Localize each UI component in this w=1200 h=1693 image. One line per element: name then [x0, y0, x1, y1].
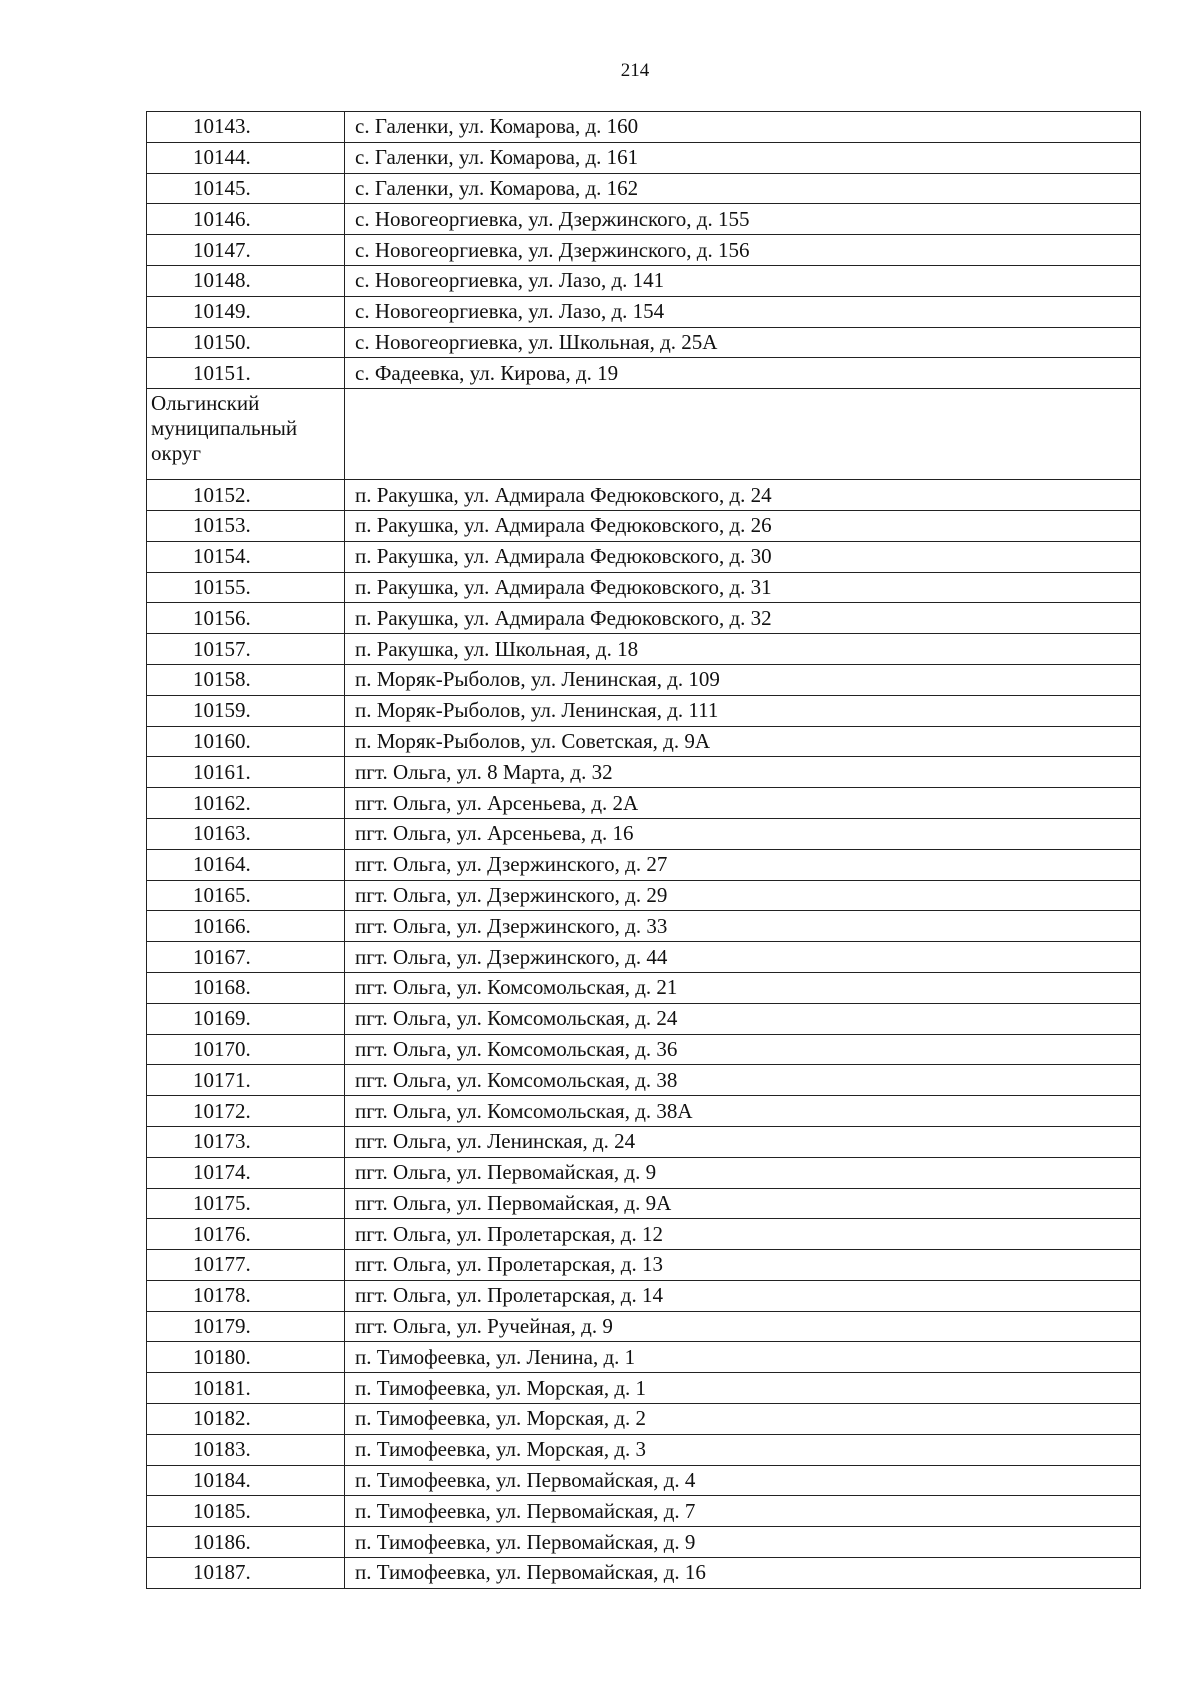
row-number: 10148.: [147, 265, 345, 296]
row-number: 10172.: [147, 1096, 345, 1127]
row-address: пгт. Ольга, ул. Дзержинского, д. 33: [345, 911, 1141, 942]
row-address: пгт. Ольга, ул. 8 Марта, д. 32: [345, 757, 1141, 788]
row-number: 10174.: [147, 1157, 345, 1188]
table-row: [147, 1434, 1141, 1465]
page-number: 214: [620, 60, 650, 81]
row-number: 10176.: [147, 1219, 345, 1250]
table-row: [147, 1126, 1141, 1157]
row-number: 10155.: [147, 572, 345, 603]
row-address: пгт. Ольга, ул. Первомайская, д. 9А: [345, 1188, 1141, 1219]
row-number: 10167.: [147, 942, 345, 973]
row-address: п. Моряк-Рыболов, ул. Советская, д. 9А: [345, 726, 1141, 757]
row-address: п. Ракушка, ул. Школьная, д. 18: [345, 634, 1141, 665]
table-row: [147, 695, 1141, 726]
row-number: 10149.: [147, 296, 345, 327]
row-address: п. Ракушка, ул. Адмирала Федюковского, д. 24: [345, 480, 1141, 511]
row-number: 10181.: [147, 1373, 345, 1404]
table-row: [147, 112, 1141, 143]
table-body-before-group: [147, 112, 1141, 389]
row-number: 10163.: [147, 818, 345, 849]
row-address: п. Тимофеевка, ул. Первомайская, д. 16: [345, 1558, 1141, 1589]
table-row: [147, 1404, 1141, 1435]
row-number: 10157.: [147, 634, 345, 665]
table-row: [147, 1311, 1141, 1342]
row-number: 10150.: [147, 327, 345, 358]
row-number: 10168.: [147, 972, 345, 1003]
table-row: [147, 1280, 1141, 1311]
table-row: [147, 757, 1141, 788]
row-number: 10185.: [147, 1496, 345, 1527]
table-row: [147, 204, 1141, 235]
row-number: 10159.: [147, 695, 345, 726]
table-row: [147, 634, 1141, 665]
table-row: [147, 1003, 1141, 1034]
table-row: [147, 849, 1141, 880]
row-number: 10179.: [147, 1311, 345, 1342]
row-address: пгт. Ольга, ул. Ручейная, д. 9: [345, 1311, 1141, 1342]
row-address: пгт. Ольга, ул. Арсеньева, д. 2А: [345, 788, 1141, 819]
row-address: п. Моряк-Рыболов, ул. Ленинская, д. 111: [345, 695, 1141, 726]
row-number: 10180.: [147, 1342, 345, 1373]
row-address: с. Галенки, ул. Комарова, д. 162: [345, 173, 1141, 204]
row-address: пгт. Ольга, ул. Ленинская, д. 24: [345, 1126, 1141, 1157]
group-label: Ольгинский муниципальный округ: [147, 389, 345, 480]
table-row: [147, 235, 1141, 266]
row-number: 10175.: [147, 1188, 345, 1219]
table-row: [147, 972, 1141, 1003]
row-number: 10171.: [147, 1065, 345, 1096]
row-address: п. Ракушка, ул. Адмирала Федюковского, д. 30: [345, 541, 1141, 572]
row-number: 10169.: [147, 1003, 345, 1034]
group-row: [147, 389, 1141, 480]
row-address: пгт. Ольга, ул. Комсомольская, д. 38: [345, 1065, 1141, 1096]
row-number: 10153.: [147, 510, 345, 541]
table-row: [147, 1527, 1141, 1558]
table-row: [147, 1096, 1141, 1127]
row-number: 10144.: [147, 142, 345, 173]
row-address: п. Тимофеевка, ул. Первомайская, д. 9: [345, 1527, 1141, 1558]
row-address: п. Тимофеевка, ул. Морская, д. 2: [345, 1404, 1141, 1435]
row-address: п. Ракушка, ул. Адмирала Федюковского, д. 26: [345, 510, 1141, 541]
row-number: 10165.: [147, 880, 345, 911]
table-row: [147, 572, 1141, 603]
table-row: [147, 726, 1141, 757]
table-row: [147, 541, 1141, 572]
table-row: [147, 1065, 1141, 1096]
row-address: с. Новогеоргиевка, ул. Дзержинского, д. 155: [345, 204, 1141, 235]
table-row: [147, 265, 1141, 296]
row-number: 10152.: [147, 480, 345, 511]
row-number: 10164.: [147, 849, 345, 880]
row-number: 10143.: [147, 112, 345, 143]
row-address: с. Новогеоргиевка, ул. Лазо, д. 141: [345, 265, 1141, 296]
table-body-after-group: [147, 480, 1141, 1589]
table-row: [147, 1157, 1141, 1188]
row-number: 10186.: [147, 1527, 345, 1558]
row-number: 10156.: [147, 603, 345, 634]
row-address: п. Тимофеевка, ул. Морская, д. 3: [345, 1434, 1141, 1465]
table-row: [147, 1250, 1141, 1281]
table-row: [147, 1496, 1141, 1527]
table-row: [147, 1342, 1141, 1373]
address-table: [146, 111, 1141, 1589]
table-row: [147, 664, 1141, 695]
row-address: пгт. Ольга, ул. Комсомольская, д. 24: [345, 1003, 1141, 1034]
row-number: 10161.: [147, 757, 345, 788]
table-group-section: [147, 389, 1141, 480]
row-address: пгт. Ольга, ул. Комсомольская, д. 21: [345, 972, 1141, 1003]
row-address: п. Тимофеевка, ул. Первомайская, д. 4: [345, 1465, 1141, 1496]
row-number: 10184.: [147, 1465, 345, 1496]
row-address: пгт. Ольга, ул. Комсомольская, д. 38А: [345, 1096, 1141, 1127]
row-address: п. Ракушка, ул. Адмирала Федюковского, д. 31: [345, 572, 1141, 603]
row-number: 10178.: [147, 1280, 345, 1311]
row-number: 10158.: [147, 664, 345, 695]
table-row: [147, 603, 1141, 634]
table-row: [147, 1188, 1141, 1219]
row-number: 10183.: [147, 1434, 345, 1465]
row-number: 10162.: [147, 788, 345, 819]
row-address: пгт. Ольга, ул. Дзержинского, д. 44: [345, 942, 1141, 973]
row-address: с. Фадеевка, ул. Кирова, д. 19: [345, 358, 1141, 389]
table-row: [147, 327, 1141, 358]
table-row: [147, 358, 1141, 389]
row-address: п. Тимофеевка, ул. Ленина, д. 1: [345, 1342, 1141, 1373]
table-row: [147, 942, 1141, 973]
row-number: 10151.: [147, 358, 345, 389]
table-row: [147, 510, 1141, 541]
row-number: 10160.: [147, 726, 345, 757]
row-number: 10145.: [147, 173, 345, 204]
table-row: [147, 173, 1141, 204]
row-address: п. Тимофеевка, ул. Первомайская, д. 7: [345, 1496, 1141, 1527]
row-address: с. Галенки, ул. Комарова, д. 161: [345, 142, 1141, 173]
row-number: 10170.: [147, 1034, 345, 1065]
row-address: с. Новогеоргиевка, ул. Школьная, д. 25А: [345, 327, 1141, 358]
table-row: [147, 1034, 1141, 1065]
row-number: 10147.: [147, 235, 345, 266]
row-address: пгт. Ольга, ул. Пролетарская, д. 14: [345, 1280, 1141, 1311]
row-address: пгт. Ольга, ул. Дзержинского, д. 29: [345, 880, 1141, 911]
row-address: пгт. Ольга, ул. Арсеньева, д. 16: [345, 818, 1141, 849]
row-address: пгт. Ольга, ул. Комсомольская, д. 36: [345, 1034, 1141, 1065]
table-row: [147, 788, 1141, 819]
row-address: с. Новогеоргиевка, ул. Лазо, д. 154: [345, 296, 1141, 327]
row-address: пгт. Ольга, ул. Первомайская, д. 9: [345, 1157, 1141, 1188]
table-row: [147, 296, 1141, 327]
table-row: [147, 880, 1141, 911]
row-address: п. Ракушка, ул. Адмирала Федюковского, д. 32: [345, 603, 1141, 634]
table-row: [147, 142, 1141, 173]
row-number: 10146.: [147, 204, 345, 235]
table-row: [147, 1558, 1141, 1589]
group-empty-cell: [345, 389, 1141, 480]
row-address: с. Галенки, ул. Комарова, д. 160: [345, 112, 1141, 143]
row-number: 10187.: [147, 1558, 345, 1589]
row-address: пгт. Ольга, ул. Пролетарская, д. 13: [345, 1250, 1141, 1281]
table-row: [147, 818, 1141, 849]
row-number: 10173.: [147, 1126, 345, 1157]
row-address: с. Новогеоргиевка, ул. Дзержинского, д. 156: [345, 235, 1141, 266]
table-row: [147, 1219, 1141, 1250]
table-row: [147, 1465, 1141, 1496]
row-number: 10154.: [147, 541, 345, 572]
row-address: п. Моряк-Рыболов, ул. Ленинская, д. 109: [345, 664, 1141, 695]
row-address: пгт. Ольга, ул. Пролетарская, д. 12: [345, 1219, 1141, 1250]
row-number: 10182.: [147, 1404, 345, 1435]
table-row: [147, 480, 1141, 511]
row-number: 10166.: [147, 911, 345, 942]
row-address: п. Тимофеевка, ул. Морская, д. 1: [345, 1373, 1141, 1404]
table-row: [147, 911, 1141, 942]
table-row: [147, 1373, 1141, 1404]
row-number: 10177.: [147, 1250, 345, 1281]
row-address: пгт. Ольга, ул. Дзержинского, д. 27: [345, 849, 1141, 880]
